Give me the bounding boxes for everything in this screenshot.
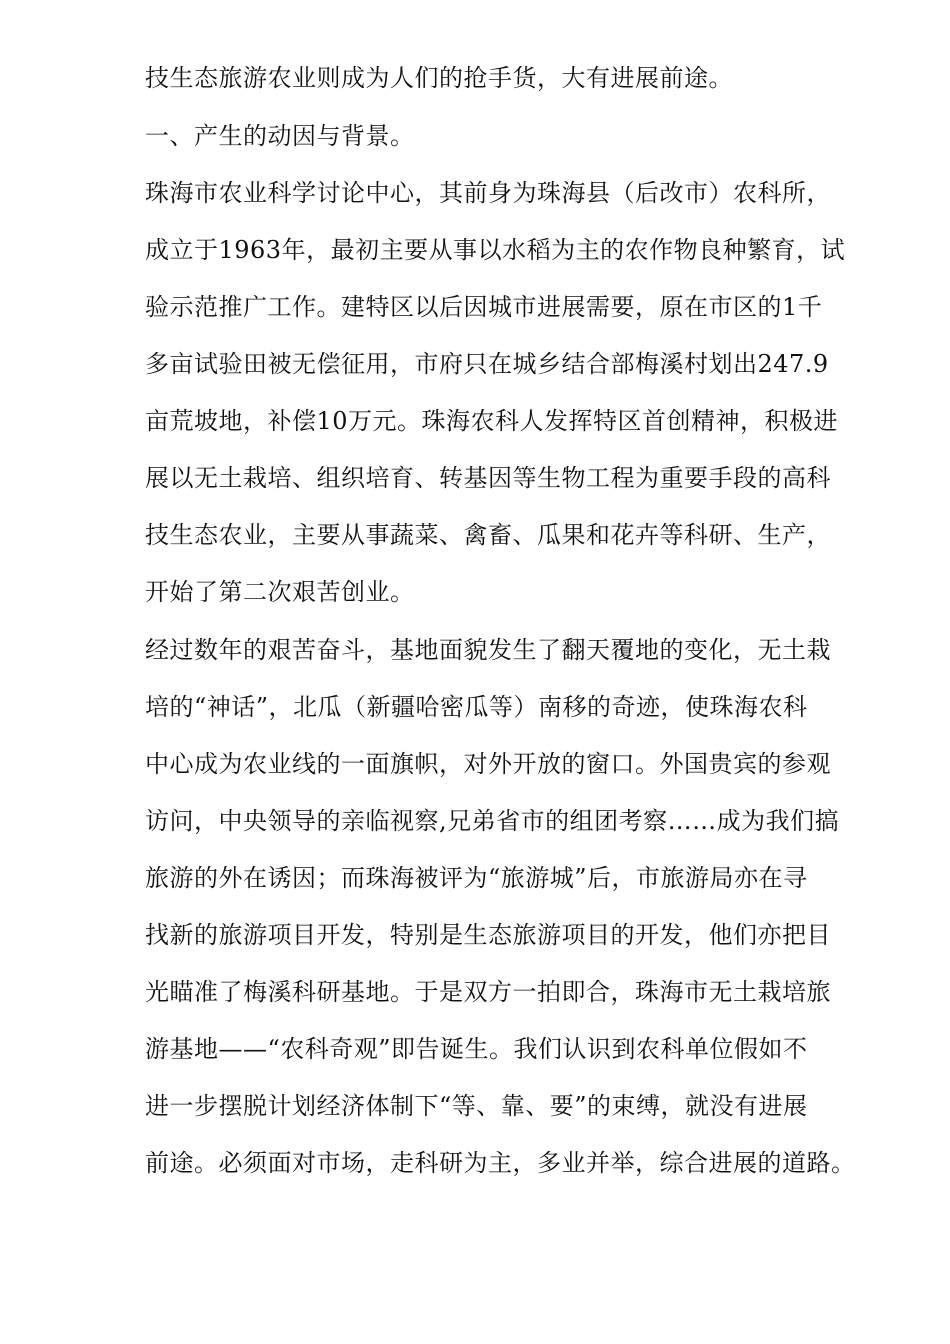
section-heading: 一、产生的动因与背景。 bbox=[145, 122, 415, 150]
text-line: 展以无土栽培、组织培育、转基因等生物工程为重要手段的高科 bbox=[145, 464, 831, 492]
text-line: 进一步摆脱计划经济体制下“等、靠、要”的束缚，就没有进展 bbox=[145, 1092, 808, 1120]
text-line: 成立于1963年，最初主要从事以水稻为主的农作物良种繁育，试 bbox=[145, 236, 846, 264]
text-line: 珠海市农业科学讨论中心，其前身为珠海县（后改市）农科所， bbox=[145, 179, 831, 207]
text-line: 技生态农业，主要从事蔬菜、禽畜、瓜果和花卉等科研、生产， bbox=[145, 521, 831, 549]
text-line: 开始了第二次艰苦创业。 bbox=[145, 578, 415, 606]
text-line: 光瞄准了梅溪科研基地。于是双方一拍即合，珠海市无土栽培旅 bbox=[145, 978, 831, 1006]
text-line: 经过数年的艰苦奋斗，基地面貌发生了翻天覆地的变化，无土栽 bbox=[145, 636, 831, 664]
text-line: 找新的旅游项目开发，特别是生态旅游项目的开发，他们亦把目 bbox=[145, 921, 831, 949]
text-line: 培的“神话”，北瓜（新疆哈密瓜等）南移的奇迹，使珠海农科 bbox=[145, 693, 808, 721]
text-line: 中心成为农业线的一面旗帜，对外开放的窗口。外国贵宾的参观 bbox=[145, 750, 831, 778]
text-line: 访问，中央领导的亲临视察,兄弟省市的组团考察……成为我们搞 bbox=[145, 807, 840, 835]
text-line: 游基地——“农科奇观”即告诞生。我们认识到农科单位假如不 bbox=[145, 1035, 808, 1063]
text-line: 多亩试验田被无偿征用，市府只在城乡结合部梅溪村划出247.9 bbox=[145, 350, 829, 378]
text-line: 旅游的外在诱因；而珠海被评为“旅游城”后，市旅游局亦在寻 bbox=[145, 864, 808, 892]
text-line: 验示范推广工作。建特区以后因城市进展需要，原在市区的1千 bbox=[145, 293, 823, 321]
text-line: 技生态旅游农业则成为人们的抢手货，大有进展前途。 bbox=[145, 64, 733, 92]
text-line: 前途。必须面对市场，走科研为主，多业并举，综合进展的道路。 bbox=[145, 1149, 856, 1177]
text-line: 亩荒坡地，补偿10万元。珠海农科人发挥特区首创精神，积极进 bbox=[145, 407, 839, 435]
